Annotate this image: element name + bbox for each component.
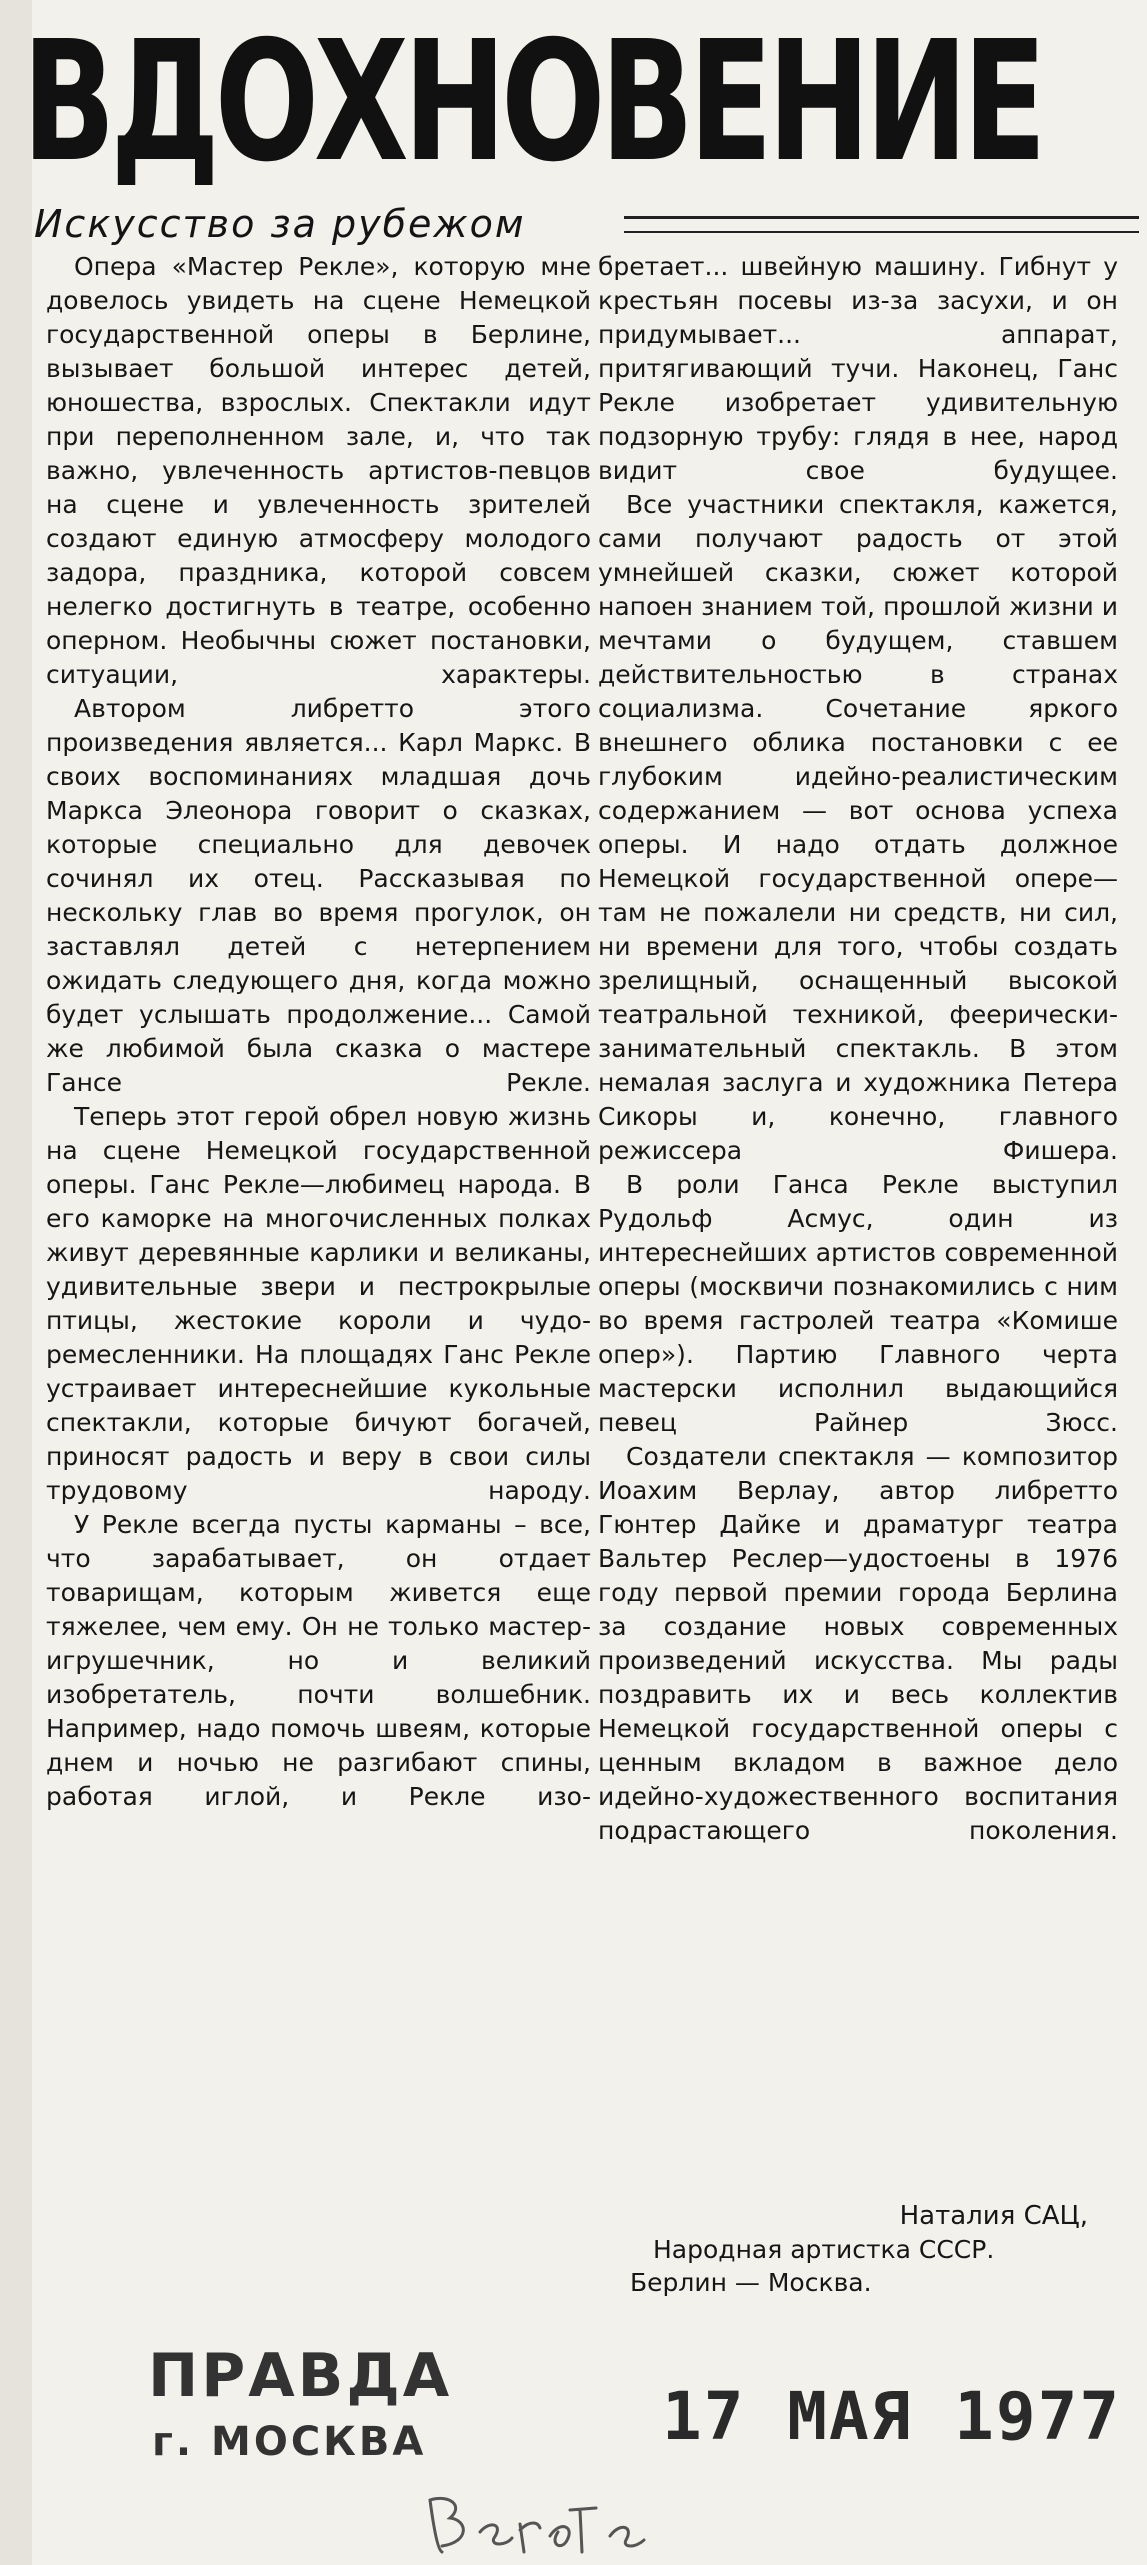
paragraph: Все участники спектакля, кажется, сами получают радость от этой умнейшей сказки, сюжет которой напоен знанием той, прошлой жизни и мечтами о будущем, ставшем действительностью в странах социализма. Сочетание яркого внешнего облика постановки с ее глубоким идейно-реалистическим содержанием — вот основа успеха оперы. И надо отдать должное Немецкой государственной опере—там не пожалели ни средств, ни сил, ни времени для того, чтобы создать зрелищный, оснащенный высокой театральной техникой, феерически-занимательный спектакль. В этом немалая заслуга и художника Петера Сикоры и, конечно, главного режиссера Фишера. [598,490,1118,1165]
column-right [598,250,1118,1848]
column-left [46,250,591,1814]
newspaper-stamp [148,2340,478,2500]
handwritten-note [420,2480,740,2560]
paragraph: бретает... швейную машину. Гибнут у крестьян посевы из-за засухи, и он придумывает... аппарат, притягивающий тучи. Наконец, Ганс Рекле изобретает удивительную подзорную трубу: глядя в нее, народ видит свое будущее. [598,252,1118,485]
paragraph: Теперь этот герой обрел новую жизнь на сцене Немецкой государственной оперы. Ганс Рекле—любимец народа. В его каморке на многочисленных полках живут деревянные карлики и великаны, удивительные звери и пестрокрылые птицы, жестокие короли и чудо-ремесленники. На площадях Ганс Рекле устраивает интереснейшие кукольные спектакли, которые бичуют богачей, приносят радость и веру в свои силы трудовому народу. [46,1102,591,1505]
newspaper-name: ПРАВДА [148,2341,453,2411]
author-title: Народная артистка СССР. [653,2235,995,2264]
paragraph: В роли Ганса Рекле выступил Рудольф Асмус, один из интереснейших артистов современной оперы (москвичи познакомились с ним во время гастролей театра «Комише опер»). Партию Главного черта мастерски исполнил выдающийся певец Райнер Зюсс. [598,1170,1118,1437]
date-stamp: 17 МАЯ 1977 [662,2378,1122,2455]
dateline: Берлин — Москва. [630,2268,872,2297]
author-name: Наталия САЦ, [899,2201,1088,2231]
headline: ВДОХНОВЕНИЕ [22,6,1042,199]
rubric-rule [624,216,1139,233]
rubric: Искусство за рубежом [34,202,526,246]
clipping-edge [0,0,32,2565]
signature [598,2200,1118,2299]
paragraph: У Рекле всегда пусты карманы – все, что зарабатывает, он отдает товарищам, которым живется еще тяжелее, чем ему. Он не только мастер-игрушечник, но и великий изобретатель, почти волшебник. Например, надо помочь швеям, которые днем и ночью не разгибают спины, работая иглой, и Рекле изо- [46,1510,591,1811]
rubric-row [34,200,1139,248]
paragraph: Создатели спектакля — композитор Иоахим Верлау, автор либретто Гюнтер Дайке и драматург театра Вальтер Реслер—удостоены в 1976 году первой премии города Берлина за создание новых современных произведений искусства. Мы рады поздравить их и весь коллектив Немецкой государственной оперы с ценным вкладом в важное дело идейно-художественного воспитания подрастающего поколения. [598,1442,1118,1845]
newspaper-city: г. МОСКВА [152,2419,427,2465]
paragraph: Опера «Мастер Рекле», которую мне довелось увидеть на сцене Немецкой государственной оперы в Берлине, вызывает большой интерес детей, юношества, взрослых. Спектакли идут при переполненном зале, и, что так важно, увлеченность артистов-певцов на сцене и увлеченность зрителей создают единую атмосферу молодого задора, праздника, которой совсем нелегко достигнуть в театре, особенно оперном. Необычны сюжет постановки, ситуации, характеры. [46,252,591,689]
paragraph: Автором либретто этого произведения является... Карл Маркс. В своих воспоминаниях младшая дочь Маркса Элеонора говорит о сказках, которые специально для девочек сочинял их отец. Рассказывая по нескольку глав во время прогулок, он заставлял детей с нетерпением ожидать следующего дня, когда можно будет услышать продолжение... Самой же любимой была сказка о мастере Гансе Рекле. [46,694,591,1097]
